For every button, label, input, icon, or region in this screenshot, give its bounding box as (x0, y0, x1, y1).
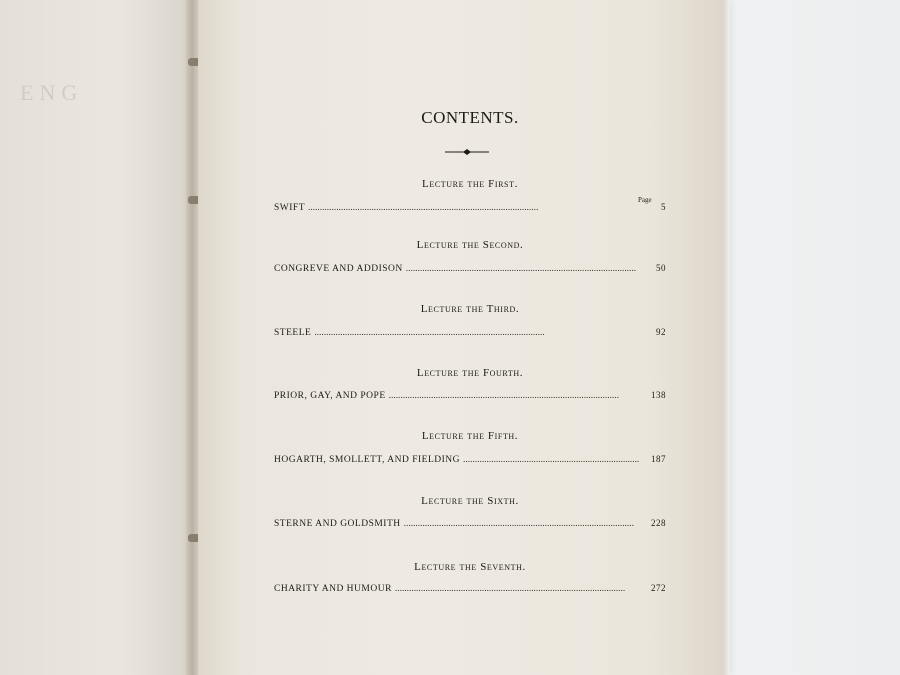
lecture-heading: Lecture the First. (422, 178, 518, 190)
page-edge (722, 0, 730, 675)
leader-dots (463, 455, 639, 465)
toc-entry-page: 138 (651, 390, 666, 400)
toc-entry (274, 390, 666, 404)
leader-dots (404, 519, 639, 529)
toc-entry-page: 187 (651, 454, 666, 464)
leader-dots (406, 264, 639, 274)
toc-entry (274, 202, 666, 216)
toc-entry (274, 518, 666, 532)
page-title: CONTENTS. (421, 108, 519, 127)
toc-entry-page: 228 (651, 518, 666, 528)
page-column-label: Page (638, 196, 652, 204)
toc-entry-title: SWIFT (274, 203, 305, 213)
toc-entry-title: CONGREVE AND ADDISON (274, 264, 403, 274)
lecture-heading: Lecture the Sixth. (421, 495, 519, 507)
toc-entry-page: 50 (656, 263, 666, 273)
toc-entry-page: 92 (656, 327, 666, 337)
leader-dots (314, 328, 639, 338)
toc-entry-title: HOGARTH, SMOLLETT, AND FIELDING (274, 455, 461, 465)
lecture-heading: Lecture the Fourth. (416, 367, 524, 379)
leader-dots (395, 584, 639, 594)
toc-entry (274, 454, 666, 468)
toc-entry-title: PRIOR, GAY, AND POPE (274, 391, 386, 401)
leader-dots (308, 203, 639, 213)
lecture-heading: Lecture the Seventh. (414, 561, 526, 573)
leader-dots (389, 391, 639, 401)
toc-entry-title: STEELE (274, 328, 312, 338)
toc-entry-title: CHARITY AND HUMOUR (274, 584, 392, 594)
toc-entry-page: 5 (661, 202, 666, 212)
lecture-heading: Lecture the Third. (420, 303, 520, 315)
ornament-rule-icon (445, 144, 489, 160)
bleed-through-text: ENG (20, 80, 84, 105)
lecture-heading: Lecture the Fifth. (421, 430, 519, 442)
toc-entry (274, 327, 666, 341)
toc-entry-page: 272 (651, 583, 666, 593)
toc-entry (274, 263, 666, 277)
toc-entry-title: STERNE AND GOLDSMITH (274, 519, 401, 529)
left-page (0, 0, 196, 675)
toc-entry (274, 583, 666, 597)
lecture-heading: Lecture the Second. (416, 239, 524, 251)
